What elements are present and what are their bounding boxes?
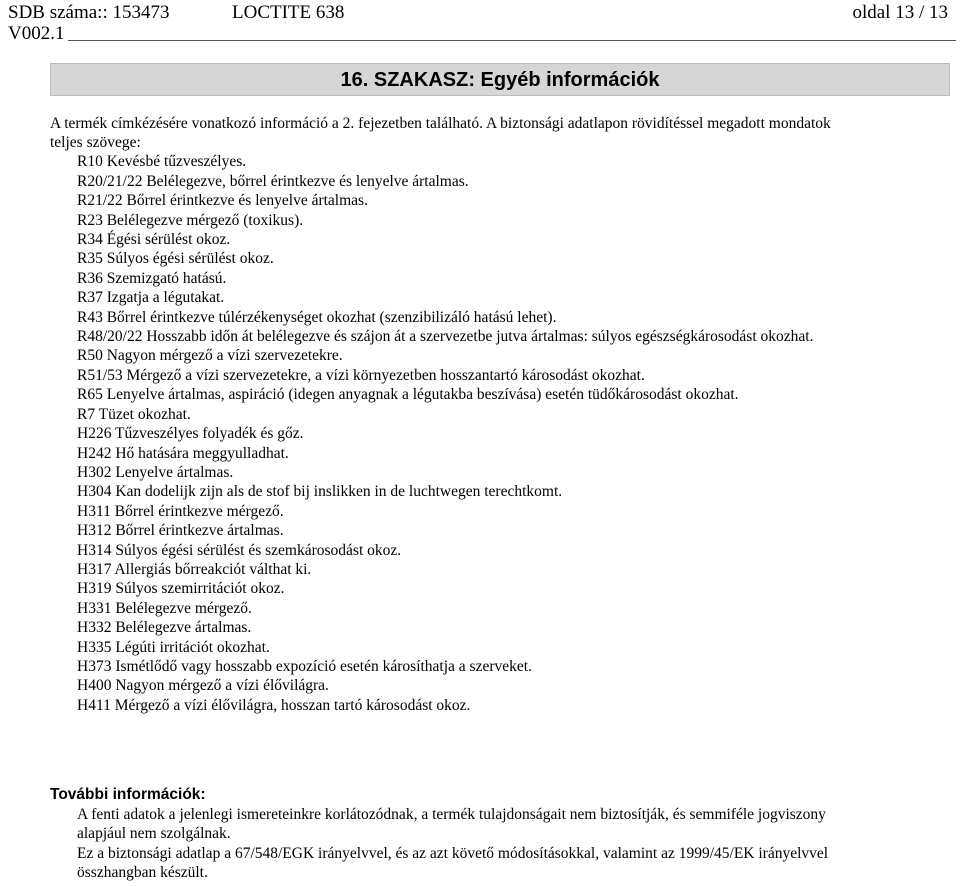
further-info-text-line: alapjául nem szolgálnak. [77, 825, 231, 842]
phrase-item: H411 Mérgező a vízi élővilágra, hosszan tartó károsodást okoz. [77, 696, 471, 714]
sdb-number: SDB száma:: 153473 [8, 2, 170, 23]
phrase-item: H226 Tűzveszélyes folyadék és gőz. [77, 425, 304, 443]
phrase-item: R34 Égési sérülést okoz. [77, 231, 231, 249]
phrase-item: H302 Lenyelve ártalmas. [77, 463, 234, 481]
phrase-item: H319 Súlyos szemirritációt okoz. [77, 580, 285, 598]
further-info-text-line: A fenti adatok a jelenlegi ismereteinkre korlátozódnak, a termék tulajdonságait nem biztosítják, és semmiféle jogviszony [77, 805, 826, 823]
intro-text-line-2: teljes szövege: [50, 134, 141, 152]
phrase-item: R35 Súlyos égési sérülést okoz. [77, 250, 274, 268]
phrase-item: H314 Súlyos égési sérülést és szemkárosodást okoz. [77, 541, 402, 559]
phrase-item: H304 Kan dodelijk zijn als de stof bij inslikken in de luchtwegen terechtkomt. [77, 483, 563, 501]
section-title: 16. SZAKASZ: Egyéb információk [340, 69, 660, 91]
phrase-item: R36 Szemizgató hatású. [77, 269, 227, 287]
phrase-item: H335 Légúti irritációt okozhat. [77, 638, 270, 656]
phrase-item: H317 Allergiás bőrreakciót válthat ki. [77, 560, 312, 578]
version-number: V002.1 [8, 23, 65, 44]
phrase-item: R7 Tüzet okozhat. [77, 405, 191, 423]
further-info-section [50, 785, 950, 883]
phrase-item: H373 Ismétlődő vagy hosszabb expozíció esetén károsíthatja a szerveket. [77, 657, 532, 675]
phrase-item: H400 Nagyon mérgező a vízi élővilágra. [77, 677, 329, 695]
product-name: LOCTITE 638 [232, 2, 345, 23]
phrase-item: R10 Kevésbé tűzveszélyes. [77, 153, 247, 171]
phrase-item: H332 Belélegezve ártalmas. [77, 619, 252, 637]
phrase-item: R50 Nagyon mérgező a vízi szervezetekre. [77, 347, 343, 365]
phrase-item: R21/22 Bőrrel érintkezve és lenyelve ártalmas. [77, 192, 368, 210]
phrase-item: H242 Hő hatására meggyulladhat. [77, 444, 289, 462]
main-content [50, 114, 950, 715]
phrase-item: H312 Bőrrel érintkezve ártalmas. [77, 522, 284, 540]
phrase-item: R65 Lenyelve ártalmas, aspiráció (idegen anyagnak a légutakba beszívása) esetén tüdőkárosodást okozhat. [77, 386, 739, 404]
further-info-text-line: Ez a biztonsági adatlap a 67/548/EGK irányelvvel, és az azt követő módosításokkal, valamint az 1999/45/EK irányelvvel [77, 844, 829, 862]
phrase-list [50, 152, 950, 715]
intro-text-line-1: A termék címkézésére vonatkozó információ a 2. fejezetben található. A biztonsági adatlapon rövidítéssel megadott mondatok [50, 115, 831, 132]
phrase-item: R51/53 Mérgező a vízi szervezetekre, a vízi környezetben hosszantartó károsodást okozhat. [77, 366, 645, 384]
phrase-item: R37 Izgatja a légutakat. [77, 289, 225, 307]
phrase-item: H311 Bőrrel érintkezve mérgező. [77, 502, 284, 520]
phrase-item: R20/21/22 Belélegezve, bőrrel érintkezve és lenyelve ártalmas. [77, 172, 469, 190]
section-header [50, 63, 950, 96]
phrase-item: R43 Bőrrel érintkezve túlérzékenységet okozhat (szenzibilizáló hatású lehet). [77, 308, 557, 326]
phrase-item: R23 Belélegezve mérgező (toxikus). [77, 211, 304, 229]
phrase-item: R48/20/22 Hosszabb időn át belélegezve és szájon át a szervezetbe jutva ártalmas: súlyos egészségkárosodást okozhat. [77, 328, 814, 346]
phrase-item: H331 Belélegezve mérgező. [77, 599, 252, 617]
page-indicator: oldal 13 / 13 [852, 2, 948, 23]
further-info-title: További információk: [50, 786, 206, 803]
header-divider [68, 40, 956, 41]
further-info-text-line: összhangban készült. [77, 864, 208, 881]
page-header [0, 0, 960, 44]
